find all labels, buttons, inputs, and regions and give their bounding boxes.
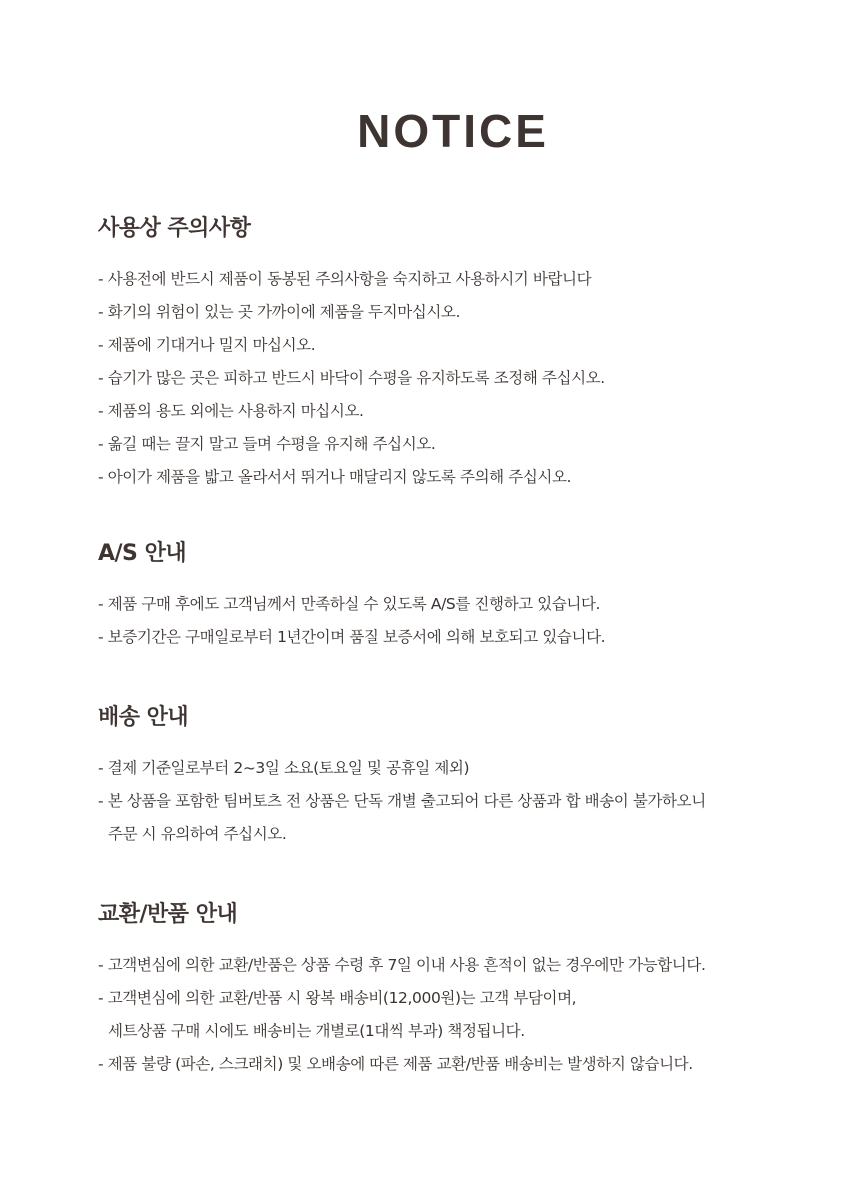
notice-line: - 습기가 많은 곳은 피하고 반드시 바닥이 수평을 유지하도록 조정해 주십시오. bbox=[98, 369, 605, 387]
notice-line: - 제품 구매 후에도 고객님께서 만족하실 수 있도록 A/S를 진행하고 있습니다. bbox=[98, 595, 601, 613]
notice-line-continuation: 주문 시 유의하여 주십시오. bbox=[108, 825, 287, 843]
notice-line: - 보증기간은 구매일로부터 1년간이며 품질 보증서에 의해 보호되고 있습니다. bbox=[98, 628, 606, 646]
usage-precautions-section bbox=[98, 214, 818, 494]
notice-line: - 아이가 제품을 밟고 올라서서 뛰거나 매달리지 않도록 주의해 주십시오. bbox=[98, 468, 572, 486]
notice-line-continuation: 세트상품 구매 시에도 배송비는 개별로(1대씩 부과) 책정됩니다. bbox=[108, 1022, 525, 1040]
page-title: NOTICE bbox=[357, 104, 549, 157]
notice-line: - 제품의 용도 외에는 사용하지 마십시오. bbox=[98, 402, 364, 420]
section-heading-as: A/S 안내 bbox=[98, 541, 187, 566]
notice-line: - 제품 불량 (파손, 스크래치) 및 오배송에 따른 제품 교환/반품 배송비는 발생하지 않습니다. bbox=[98, 1055, 693, 1073]
notice-line: - 옮길 때는 끌지 말고 들며 수평을 유지해 주십시오. bbox=[98, 435, 436, 453]
section-heading-usage: 사용상 주의사항 bbox=[98, 216, 251, 241]
notice-line: - 사용전에 반드시 제품이 동봉된 주의사항을 숙지하고 사용하시기 바랍니다 bbox=[98, 270, 592, 288]
delivery-info-section bbox=[98, 703, 818, 851]
exchange-return-section bbox=[98, 900, 818, 1081]
section-heading-exchange: 교환/반품 안내 bbox=[98, 902, 238, 927]
section-heading-delivery: 배송 안내 bbox=[98, 705, 189, 730]
notice-line: - 결제 기준일로부터 2~3일 소요(토요일 및 공휴일 제외) bbox=[98, 759, 470, 777]
notice-line: - 화기의 위험이 있는 곳 가까이에 제품을 두지마십시오. bbox=[98, 303, 461, 321]
notice-line: - 고객변심에 의한 교환/반품은 상품 수령 후 7일 이내 사용 흔적이 없는 경우에만 가능합니다. bbox=[98, 956, 706, 974]
notice-line: - 고객변심에 의한 교환/반품 시 왕복 배송비(12,000원)는 고객 부담이며, bbox=[98, 989, 577, 1007]
notice-line: - 제품에 기대거나 밀지 마십시오. bbox=[98, 336, 316, 354]
notice-line: - 본 상품을 포함한 팀버토츠 전 상품은 단독 개별 출고되어 다른 상품과 합 배송이 불가하오니 bbox=[98, 792, 706, 810]
as-info-section bbox=[98, 539, 818, 654]
